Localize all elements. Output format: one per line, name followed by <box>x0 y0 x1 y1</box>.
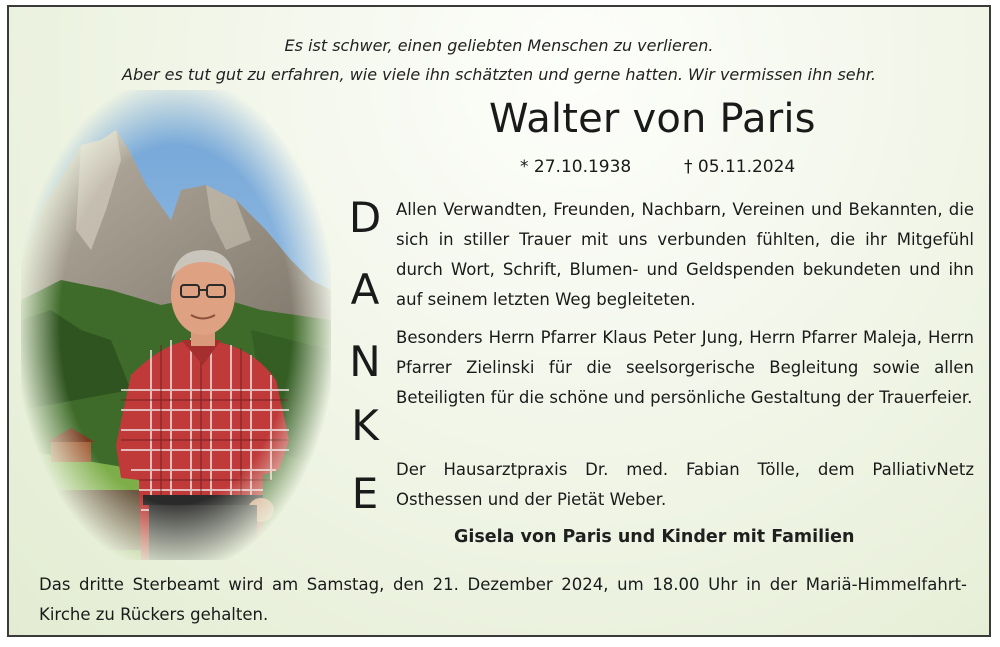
thanks-paragraph-1: Allen Verwandten, Freunden, Nachbarn, Vereinen und Bekannten, die sich in stiller Trauer mit uns verbunden fühlten, die ihr Mitgefühl durch Wort, Schrift, Blumen- und Geldspenden bekundeten und ihn auf seinem letzten Weg begleiteten. <box>396 200 974 309</box>
danke-letter-a: A <box>350 265 380 314</box>
portrait-photo <box>21 90 331 560</box>
thanks-paragraph-2: Besonders Herrn Pfarrer Klaus Peter Jung, Herrn Pfarrer Maleja, Herrn Pfarrer Zielinski für die seelsorgerische Begleitung sowie allen Beteiligten für die schöne und persönliche Gestaltung der Trauerfeier. <box>396 328 974 407</box>
obituary-card <box>7 5 991 637</box>
danke-letter-d: D <box>348 193 382 242</box>
death-date: † 05.11.2024 <box>684 157 796 177</box>
danke-letter-n: N <box>349 337 381 386</box>
birth-date: * 27.10.1938 <box>520 157 632 177</box>
memorial-mass-notice: Das dritte Sterbeamt wird am Samstag, den 21. Dezember 2024, um 18.00 Uhr in der Mariä-Himmelfahrt-Kirche zu Rückers gehalten. <box>39 575 967 624</box>
motto-line-2: Aber es tut gut zu erfahren, wie viele ihn schätzten und gerne hatten. Wir vermissen ihn sehr. <box>122 65 876 84</box>
thanks-paragraph-3: Der Hausarztpraxis Dr. med. Fabian Tölle, dem PalliativNetz Osthessen und der Pietät Weber. <box>396 460 974 509</box>
danke-letter-k: K <box>351 401 379 450</box>
danke-letter-e: E <box>351 469 379 518</box>
family-signature: Gisela von Paris und Kinder mit Familien <box>454 527 855 547</box>
deceased-name: Walter von Paris <box>489 96 816 142</box>
motto-line-1: Es ist schwer, einen geliebten Menschen zu verlieren. <box>284 36 714 55</box>
portrait-illustration <box>21 90 331 560</box>
